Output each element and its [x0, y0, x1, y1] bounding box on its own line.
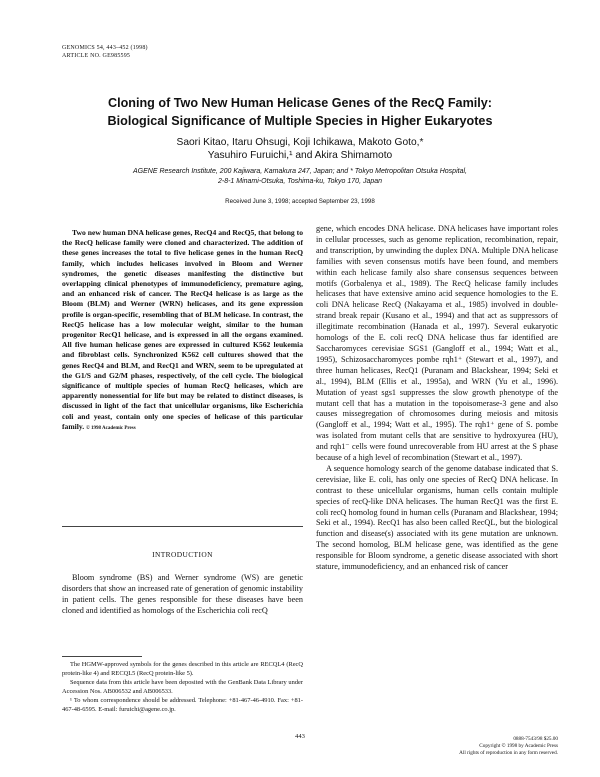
body-paragraph-1: gene, which encodes DNA helicase. DNA helicases have important roles in cellular processes, such as genome replication, recombination, repair, and transcription, by unwinding the duplex DNA. Multiple DNA helicase families with seven consensus motifs have been found, and members within each helicase family also share consensus sequences between motifs (Gorbalenya et al., 1989). The RecQ helicase family includes helicases that have extensive amino acid sequence homologies to the E. coli DNA helicase RecQ (Nakayama et al., 1985) involved in double-strand break repair (Kusano et al., 1994) and that act as suppressors of illegitimate recombination (Hanada et al., 1997). Several eukaryotic homologs of the E. coli recQ DNA helicase thus far identified are Saccharomyces cerevisiae SGS1 (Gangloff et al., 1994; Watt et al., 1995), Schizosaccharomyces pombe rqh1⁺ (Stewart et al., 1997), and three human helicases, RecQ1 (Puranam and Blackshear, 1994; Seki et al., 1994), BLM (Ellis et al., 1995a), and WRN (Yu et al., 1996). Mutation of yeast sgs1 suppresses the slow growth phenotype of the mutant cell that has a mutation in the topoisomerase-3 gene and also causes missegregation of chromosomes during meiosis and mitosis (Gangloff et al., 1994; Watt et al., 1995). The rqh1⁺ gene of S. pombe was isolated from mutant cells that are sensitive to hydroxyurea (HU), and rqh1⁻ cells were found unrecoverable from HU arrest at the S phase because of a high level of recombination (Stewart et al., 1997). — [316, 224, 558, 463]
journal-citation: GENOMICS 54, 443–452 (1998) — [62, 45, 148, 51]
title-line-2: Biological Significance of Multiple Species in Higher Eukaryotes — [107, 114, 493, 128]
rights-line: All rights of reproduction in any form reserved. — [459, 750, 558, 757]
abstract-copyright: © 1998 Academic Press — [86, 425, 136, 431]
page-number: 443 — [295, 733, 305, 740]
footnote-divider — [62, 656, 142, 657]
section-heading-introduction: INTRODUCTION — [152, 550, 213, 559]
author-list — [60, 136, 540, 162]
footnote-correspondence: ¹ To whom correspondence should be addressed. Telephone: +81-467-46-4910. Fax: +81-467-48-6595. E-mail: furuichi@agene.co.jp. — [62, 697, 303, 713]
title-line-1: Cloning of Two New Human Helicase Genes of the RecQ Family: — [108, 96, 492, 110]
abstract-divider — [62, 526, 303, 527]
footnote-sequence-data: Sequence data from this article have been deposited with the GenBank Data Library under Accession Nos. AB006532 and AB006533. — [62, 679, 303, 695]
issn-price: 0888-7543/98 $25.00 — [513, 736, 558, 742]
article-number: ARTICLE NO. GE985595 — [62, 53, 131, 59]
abstract-text: Two new human DNA helicase genes, RecQ4 and RecQ5, that belong to the RecQ helicase family were cloned and characterized. The addition of these genes increases the total to five helicase genes in the human RecQ family, which includes helicases involved in Bloom and Werner syndromes, the genetic diseases manifesting the distinctive but overlapping clinical phenotypes of immunodeficiency, premature aging, and an enhanced risk of cancer. The RecQ4 helicase is as large as the Bloom (BLM) and Werner (WRN) helicases, and its gene expression profile is organ-specific, resembling that of BLM helicase. In contrast, the RecQ5 helicase has a low molecular weight, similar to the human progenitor RecQ1 helicase, and is expressed in all the organs examined. All five human helicase genes are expressed in cultured K562 leukemia and fibroblast cells. Synchronized K562 cell cultures showed that the genes RecQ4 and BLM, and RecQ1 and WRN, seem to be upregulated at the G1/S and G2/M phases, respectively, of the cell cycle. The biological significance of multiple species of human RecQ helicases, which are apparently nonessential for life but may be related to distinct diseases, is discussed in light of the fact that unicellular organisms, like Escherichia coli and yeast, contain only one species of helicase of this particular family. — [62, 228, 303, 431]
article-title — [40, 94, 560, 130]
received-dates: Received June 3, 1998; accepted September 23, 1998 — [225, 198, 375, 205]
affiliation-line-1: AGENE Research Institute, 200 Kajiwara, Kamakura 247, Japan; and * Tokyo Metropolitan Otsuka Hospital, — [133, 168, 467, 175]
copyright-line: Copyright © 1998 by Academic Press — [479, 743, 558, 750]
authors-line-2: Yasuhiro Furuichi,¹ and Akira Shimamoto — [207, 150, 393, 161]
footnotes — [62, 661, 303, 716]
right-column-body — [316, 224, 558, 573]
journal-header — [62, 44, 148, 60]
affiliation-line-2: 2-8-1 Minami-Otsuka, Toshima-ku, Tokyo 170, Japan — [217, 178, 383, 185]
publisher-copyright — [400, 736, 558, 758]
intro-paragraph: Bloom syndrome (BS) and Werner syndrome (WS) are genetic disorders that show an increased rate of generation of genomic instability in patient cells. The genes responsible for these diseases have been cloned and identified as homologs of the Escherichia coli recQ — [62, 573, 303, 615]
body-paragraph-2: A sequence homology search of the genome database indicated that S. cerevisiae, like E. coli, has only one species of RecQ DNA helicase. In contrast to these unicellular organisms, human cells contain multiple species of recQ-like DNA helicases. The human RecQ1 was the first E. coli recQ homolog found in human cells (Puranam and Blackshear, 1994; Seki et al., 1994). RecQ1 has also been called RecQL, but the biological function and disease(s) associated with its gene mutation are unknown. The second homolog, BLM helicase gene, was identified as the gene responsible for Bloom syndrome, a genetic disease associated with short stature, immunodeficiency, and an enhanced risk of cancer — [316, 463, 558, 572]
authors-line-1: Saori Kitao, Itaru Ohsugi, Koji Ichikawa, Makoto Goto,* — [176, 137, 424, 148]
footnote-gene-symbols: The HGMW-approved symbols for the genes described in this article are RECQL4 (RecQ protein-like 4) and RECQL5 (RecQ protein-like 5). — [62, 661, 303, 677]
abstract — [62, 228, 303, 434]
affiliation — [60, 167, 540, 187]
